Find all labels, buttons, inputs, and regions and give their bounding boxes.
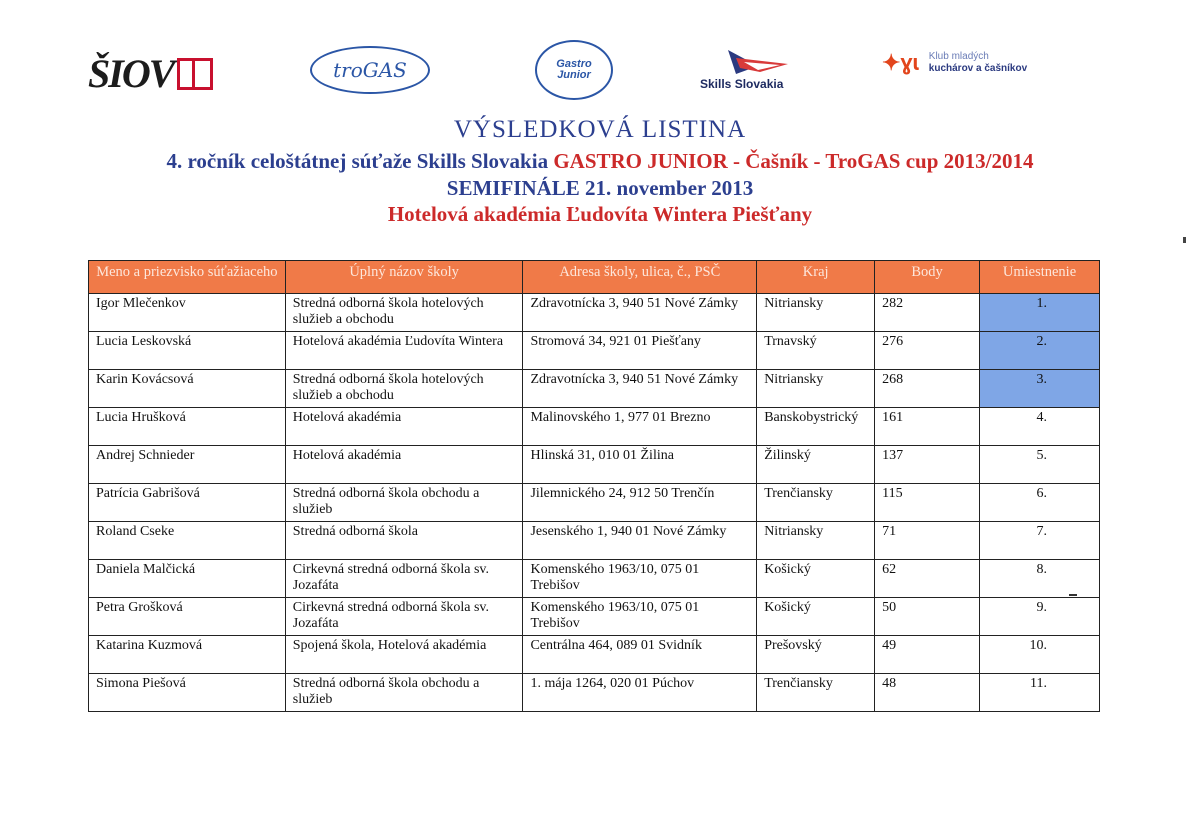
cell-region: Žilinský [757,446,875,484]
cell-points: 137 [875,446,980,484]
cell-school: Spojená škola, Hotelová akadémia [285,636,523,674]
table-row [89,636,1100,674]
skills-slovakia-swoosh-icon [700,48,800,78]
cell-rank: 3. [980,370,1100,408]
cell-name: Lucia Leskovská [89,332,286,370]
gastro-logo-line2: Junior [557,69,591,81]
cell-points: 50 [875,598,980,636]
cell-points: 161 [875,408,980,446]
cell-points: 71 [875,522,980,560]
cell-name: Roland Cseke [89,522,286,560]
cell-school: Cirkevná stredná odborná škola sv. Jozafáta [285,598,523,636]
column-header-school: Úplný názov školy [285,261,523,294]
column-header-points: Body [875,261,980,294]
table-row [89,370,1100,408]
cell-school: Stredná odborná škola obchodu a služieb [285,484,523,522]
cell-rank: 5. [980,446,1100,484]
cell-rank: 11. [980,674,1100,712]
cell-rank: 8. [980,560,1100,598]
cell-school: Hotelová akadémia [285,446,523,484]
cell-name: Igor Mlečenkov [89,294,286,332]
cell-points: 276 [875,332,980,370]
column-header-rank: Umiestnenie [980,261,1100,294]
cell-name: Andrej Schnieder [89,446,286,484]
klub-logo-icon: ✦ɣɩ [882,50,919,75]
cell-name: Lucia Hrušková [89,408,286,446]
cell-address: Stromová 34, 921 01 Piešťany [523,332,757,370]
table-row [89,332,1100,370]
cell-region: Trnavský [757,332,875,370]
cell-rank: 4. [980,408,1100,446]
klub-logo-line2: kuchárov a čašníkov [928,63,1028,74]
cell-address: Komenského 1963/10, 075 01 Trebišov [523,598,757,636]
cell-rank: 10. [980,636,1100,674]
cell-school: Stredná odborná škola hotelových služieb a obchodu [285,370,523,408]
cell-region: Nitriansky [757,370,875,408]
skills-slovakia-label: Skills Slovakia [700,77,784,91]
cell-name: Petra Grošková [89,598,286,636]
cell-rank: 2. [980,332,1100,370]
cell-rank: 9. [980,598,1100,636]
cell-address: Jilemnického 24, 912 50 Trenčín [523,484,757,522]
column-header-address: Adresa školy, ulica, č., PSČ [523,261,757,294]
cell-name: Katarina Kuzmová [89,636,286,674]
cell-address: 1. mája 1264, 020 01 Púchov [523,674,757,712]
venue: Hotelová akadémia Ľudovíta Wintera Piešťany [387,202,813,226]
cell-address: Komenského 1963/10, 075 01 Trebišov [523,560,757,598]
cell-address: Malinovského 1, 977 01 Brezno [523,408,757,446]
cell-school: Cirkevná stredná odborná škola sv. Jozafáta [285,560,523,598]
column-header-name: Meno a priezvisko súťažiaceho [89,261,286,294]
cell-name: Patrícia Gabrišová [89,484,286,522]
table-row [89,560,1100,598]
cell-region: Nitriansky [757,522,875,560]
cell-points: 282 [875,294,980,332]
cell-rank: 1. [980,294,1100,332]
cell-region: Košický [757,598,875,636]
gastro-logo-line1: Gastro [556,58,592,70]
cell-name: Daniela Malčická [89,560,286,598]
skills-slovakia-logo [700,48,800,92]
cell-region: Trenčiansky [757,484,875,522]
trogas-logo-text: troGAS [333,58,407,82]
siov-logo-mark [177,58,213,90]
cell-address: Centrálna 464, 089 01 Svidník [523,636,757,674]
siov-logo [88,50,213,97]
cell-school: Stredná odborná škola [285,522,523,560]
siov-logo-text: ŠIOV [88,51,174,96]
cell-address: Hlinská 31, 010 01 Žilina [523,446,757,484]
results-table [88,260,1100,712]
cell-school: Stredná odborná škola obchodu a služieb [285,674,523,712]
table-row [89,446,1100,484]
table-row [89,484,1100,522]
cell-region: Nitriansky [757,294,875,332]
cell-points: 48 [875,674,980,712]
table-row [89,294,1100,332]
semifinal-date: SEMIFINÁLE 21. november 2013 [446,176,754,200]
cell-points: 268 [875,370,980,408]
cell-points: 49 [875,636,980,674]
cell-address: Zdravotnícka 3, 940 51 Nové Zámky [523,370,757,408]
competition-subtitle [0,149,1200,174]
cell-points: 115 [875,484,980,522]
cell-school: Hotelová akadémia [285,408,523,446]
cell-name: Karin Kovácsová [89,370,286,408]
table-header-row [89,261,1100,294]
cell-rank: 7. [980,522,1100,560]
column-header-region: Kraj [757,261,875,294]
competition-subtitle-part2: GASTRO JUNIOR - Čašník - TroGAS cup 2013/2014 [553,149,1034,173]
cell-region: Prešovský [757,636,875,674]
cell-region: Banskobystrický [757,408,875,446]
cell-address: Zdravotnícka 3, 940 51 Nové Zámky [523,294,757,332]
cell-school: Hotelová akadémia Ľudovíta Wintera [285,332,523,370]
cell-region: Košický [757,560,875,598]
klub-logo-line1: Klub mladých [928,51,989,62]
table-row [89,408,1100,446]
cell-rank: 6. [980,484,1100,522]
competition-subtitle-part1: 4. ročník celoštátnej súťaže Skills Slovakia [166,149,554,173]
cell-points: 62 [875,560,980,598]
gastro-junior-logo [535,40,613,100]
cell-region: Trenčiansky [757,674,875,712]
klub-logo [882,50,1027,76]
table-row [89,522,1100,560]
table-row [89,674,1100,712]
scan-mark [1183,237,1186,243]
table-row [89,598,1100,636]
trogas-logo [310,46,430,94]
cell-address: Jesenského 1, 940 01 Nové Zámky [523,522,757,560]
page-title: VÝSLEDKOVÁ LISTINA [453,116,747,143]
cell-school: Stredná odborná škola hotelových služieb a obchodu [285,294,523,332]
cell-name: Simona Piešová [89,674,286,712]
